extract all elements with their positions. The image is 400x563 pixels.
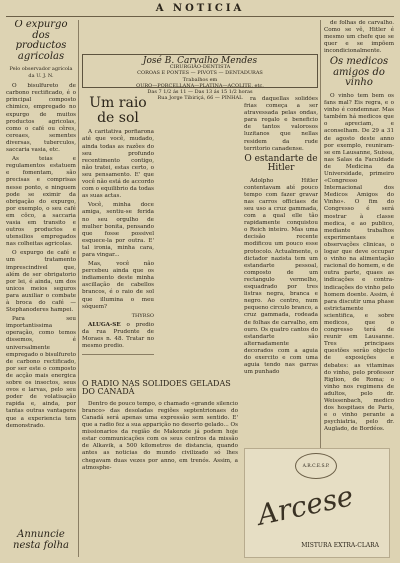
column-radio bbox=[82, 380, 238, 556]
ad-role: CIRURGIÃO-DENTISTA bbox=[169, 64, 231, 71]
column-divider bbox=[78, 20, 79, 557]
paragraph: O bisulfureto de carbono rectificado, é o principal composto chimico, empregado no expurgo de muitos productos agricolas, como o café ou cêres, cereaes, sementes diversas, tuberculos, saccaria vasia, etc. bbox=[6, 83, 76, 154]
ad-address: Rua Jorge Tibiriçá, 66 — PINHAL bbox=[157, 95, 243, 102]
paragraph: Adolpho Hitler contentavam até pouco tempo com fazer gravar nas carros officiaes de seu uso a cruz gammada, com a qual elle tão rapidamente conquistou o Reich inteiro. Mas uma decisão recente modificou um pouco esse protocolo. Actualmente, o dictador nazista tem um estandarte pessoal, composto de um rectangulo vermelho, esquadrado por tres listras negra, branca e negro. Ao centro, num pequeno circulo branco, a cruz gammada, rodeada de folhas de carvalho, em ouro. Os quatro cantos do estandarte são alternadamente decorados com a aguia do exercito e com uma aguia tendo nas garras um punhado bbox=[244, 177, 318, 376]
paragraph: Mas, você não percebeu ainda que os indiamento deste minha ascillação de cabellos brancos, é o raio de sol que illumina o meu sóquem? bbox=[82, 261, 154, 310]
paragraph: O vinho tem bem os fans mal? Eis regra, e o vinho é condemnar. Mas também há medicos que o apreciam, e aconselham. De 29 a 31 de agosto deste anno por exemplo, reuniram-se em Lausanne, Suissa, nas Salas da Faculdade de Medicina da Universidade, primeiro «Congresso Internacional dos Medicos Amigos do Vinho». O fim do Congresso é será mostrar à classe medica, e ao publico, mediante trabalhos experimentaes e observações clinicas, o logar que deve occupar o vinho na alimentação racional do homem, e de outra parte, quaes as indicações e contra-indicações do vinho pelo homem doente. Assim, é para discutir uma phase estrictamente scientifica, e sobre medicos, que o congresso terá de reunir em Lausanne. Tres principaes questões serão objecto de exposições e debates: as vitaminas do vinho, pelo professor Riglion, de Roma; o vinho nos regimens de adultos, pelo dr. Weissenbach, medico dos hospitaes de Paris, e o vinho perante a psychiatria, pelo dr. Auglado, de Bordéos. bbox=[324, 92, 394, 433]
masthead: A NOTICIA bbox=[155, 3, 245, 14]
paragraph: Dentro de pouco tempo, o chamado «grande silencio branco» das desoladas regiões septentrionaes do Canadá será apenas uma expressão sem sentido. E' que a radio fez a sua apparição no deserto gelado... Os missionarios da região de Makenzie já podem hoje estar communicações com os seus centros da missão de Alkavik, a 500 kilometros de distancia, quando antes as noticias do mundo civilizado só lhes chegavam duas vezes por anno, em trenós. Assim, a atmosphe- bbox=[82, 400, 238, 471]
article-title: Os medicos amigos do vinho bbox=[329, 56, 389, 89]
ad-services-intro: Trabalhos em bbox=[182, 76, 218, 83]
article-title: O RADIO NAS SOLIDÕES GELADAS DO CANADÁ bbox=[82, 380, 231, 397]
dentist-ad bbox=[82, 54, 318, 102]
article-byline: Pelo observador agricola da U. J. N. bbox=[9, 66, 73, 80]
column-estandarte bbox=[244, 96, 318, 440]
paragraph: A caritativa porfiarona até que você, mudado, ainda todas as razões do seu profundo recentimento contigo, não tratei, estas certo, o seu pensamento. E' que você não está de accordo com o equilibrio da todas as suas actas. bbox=[82, 129, 154, 200]
aluga-text: o predio da rua Prudente de Moraes n. 48. Tratar no mesmo predio. bbox=[82, 321, 154, 350]
aluga-lead: ALUGA-SE bbox=[88, 321, 121, 328]
arcese-brand: Arcese bbox=[254, 479, 357, 532]
arcese-emblem: A.R.C.E.S.P. bbox=[295, 453, 337, 479]
article-title: Um raio de sol bbox=[89, 96, 147, 126]
anuncie-title: Annuncie nesta folha bbox=[13, 529, 69, 551]
ad-hours: Das 7 1/2 ás 11 — Das 13 ás 15 1/2 horas bbox=[147, 89, 253, 96]
paragraph: Para seu importantissima operação, como temos dissemos, é universalmente empregado o bisulfureto de carbono rectificado, por ser este o composto de acção mais energica sobre os insectos, seus ovos e larvas, pelo seu poder de volatisação rapida e, ainda, por tantas outras vantagens que a experiencia tem demonstrado. bbox=[6, 316, 76, 429]
column-expurgo bbox=[6, 20, 76, 557]
ad-name: José B. Carvalho Mendes bbox=[142, 56, 258, 66]
anuncie-box bbox=[6, 530, 76, 555]
divider bbox=[82, 354, 154, 355]
paragraph: As teias e regulamentos estatuem e fomentam, são precisas e comprisas nesse ponto, e ninguem pode se eximir da obrigação do expurgo, por exemplo, o seu café em côco, a saccaria vasia em transito e outros productos e utensilios empregados nas colheitas agricolas. bbox=[6, 156, 76, 248]
paragraph: O expurgo de café e um tratamento imprescindivel que, além de ser obrigatorio por lei, é ainda, um dos unicos meios seguros para auxiliar o combate à broca do café — Stephanoderes hampei. bbox=[6, 250, 76, 314]
paragraph: de folhas de carvalho. Como se vê, Hitler é mesmo um chefe que se quer e se impõem incondicionalmente. bbox=[324, 20, 394, 55]
article-title: O estandarte de Hitler bbox=[244, 153, 318, 174]
masthead-rule bbox=[6, 16, 394, 17]
ad-materials: OURO—PORCELLANA—PLATINA—ACOLITE, etc. bbox=[136, 82, 264, 89]
arcese-ad bbox=[244, 448, 390, 558]
ad-services: COROAS E PONTES — PIVOTS — DENTADURAS bbox=[137, 70, 263, 77]
paragraph: ra daquellas solidões frias começa a ser atravessada pelas ondas, para regalo e beneficio de tantos valorosos luzitanos que nellas residem da rude territorio canadense. bbox=[244, 96, 318, 152]
arcese-tag: MISTURA EXTRA-CLARA bbox=[301, 542, 379, 549]
article-signature: THYRSO bbox=[131, 312, 154, 319]
paragraph: Você, minha doce amiga, sentiu-se ferida no seu orgulho de mulher bonita, pensando que fosse possivel esquece-la por outra. E' tal ironia, minha cara, para vingar... bbox=[82, 202, 154, 258]
article-title: O expurgo dos productos agricolas bbox=[14, 20, 68, 62]
